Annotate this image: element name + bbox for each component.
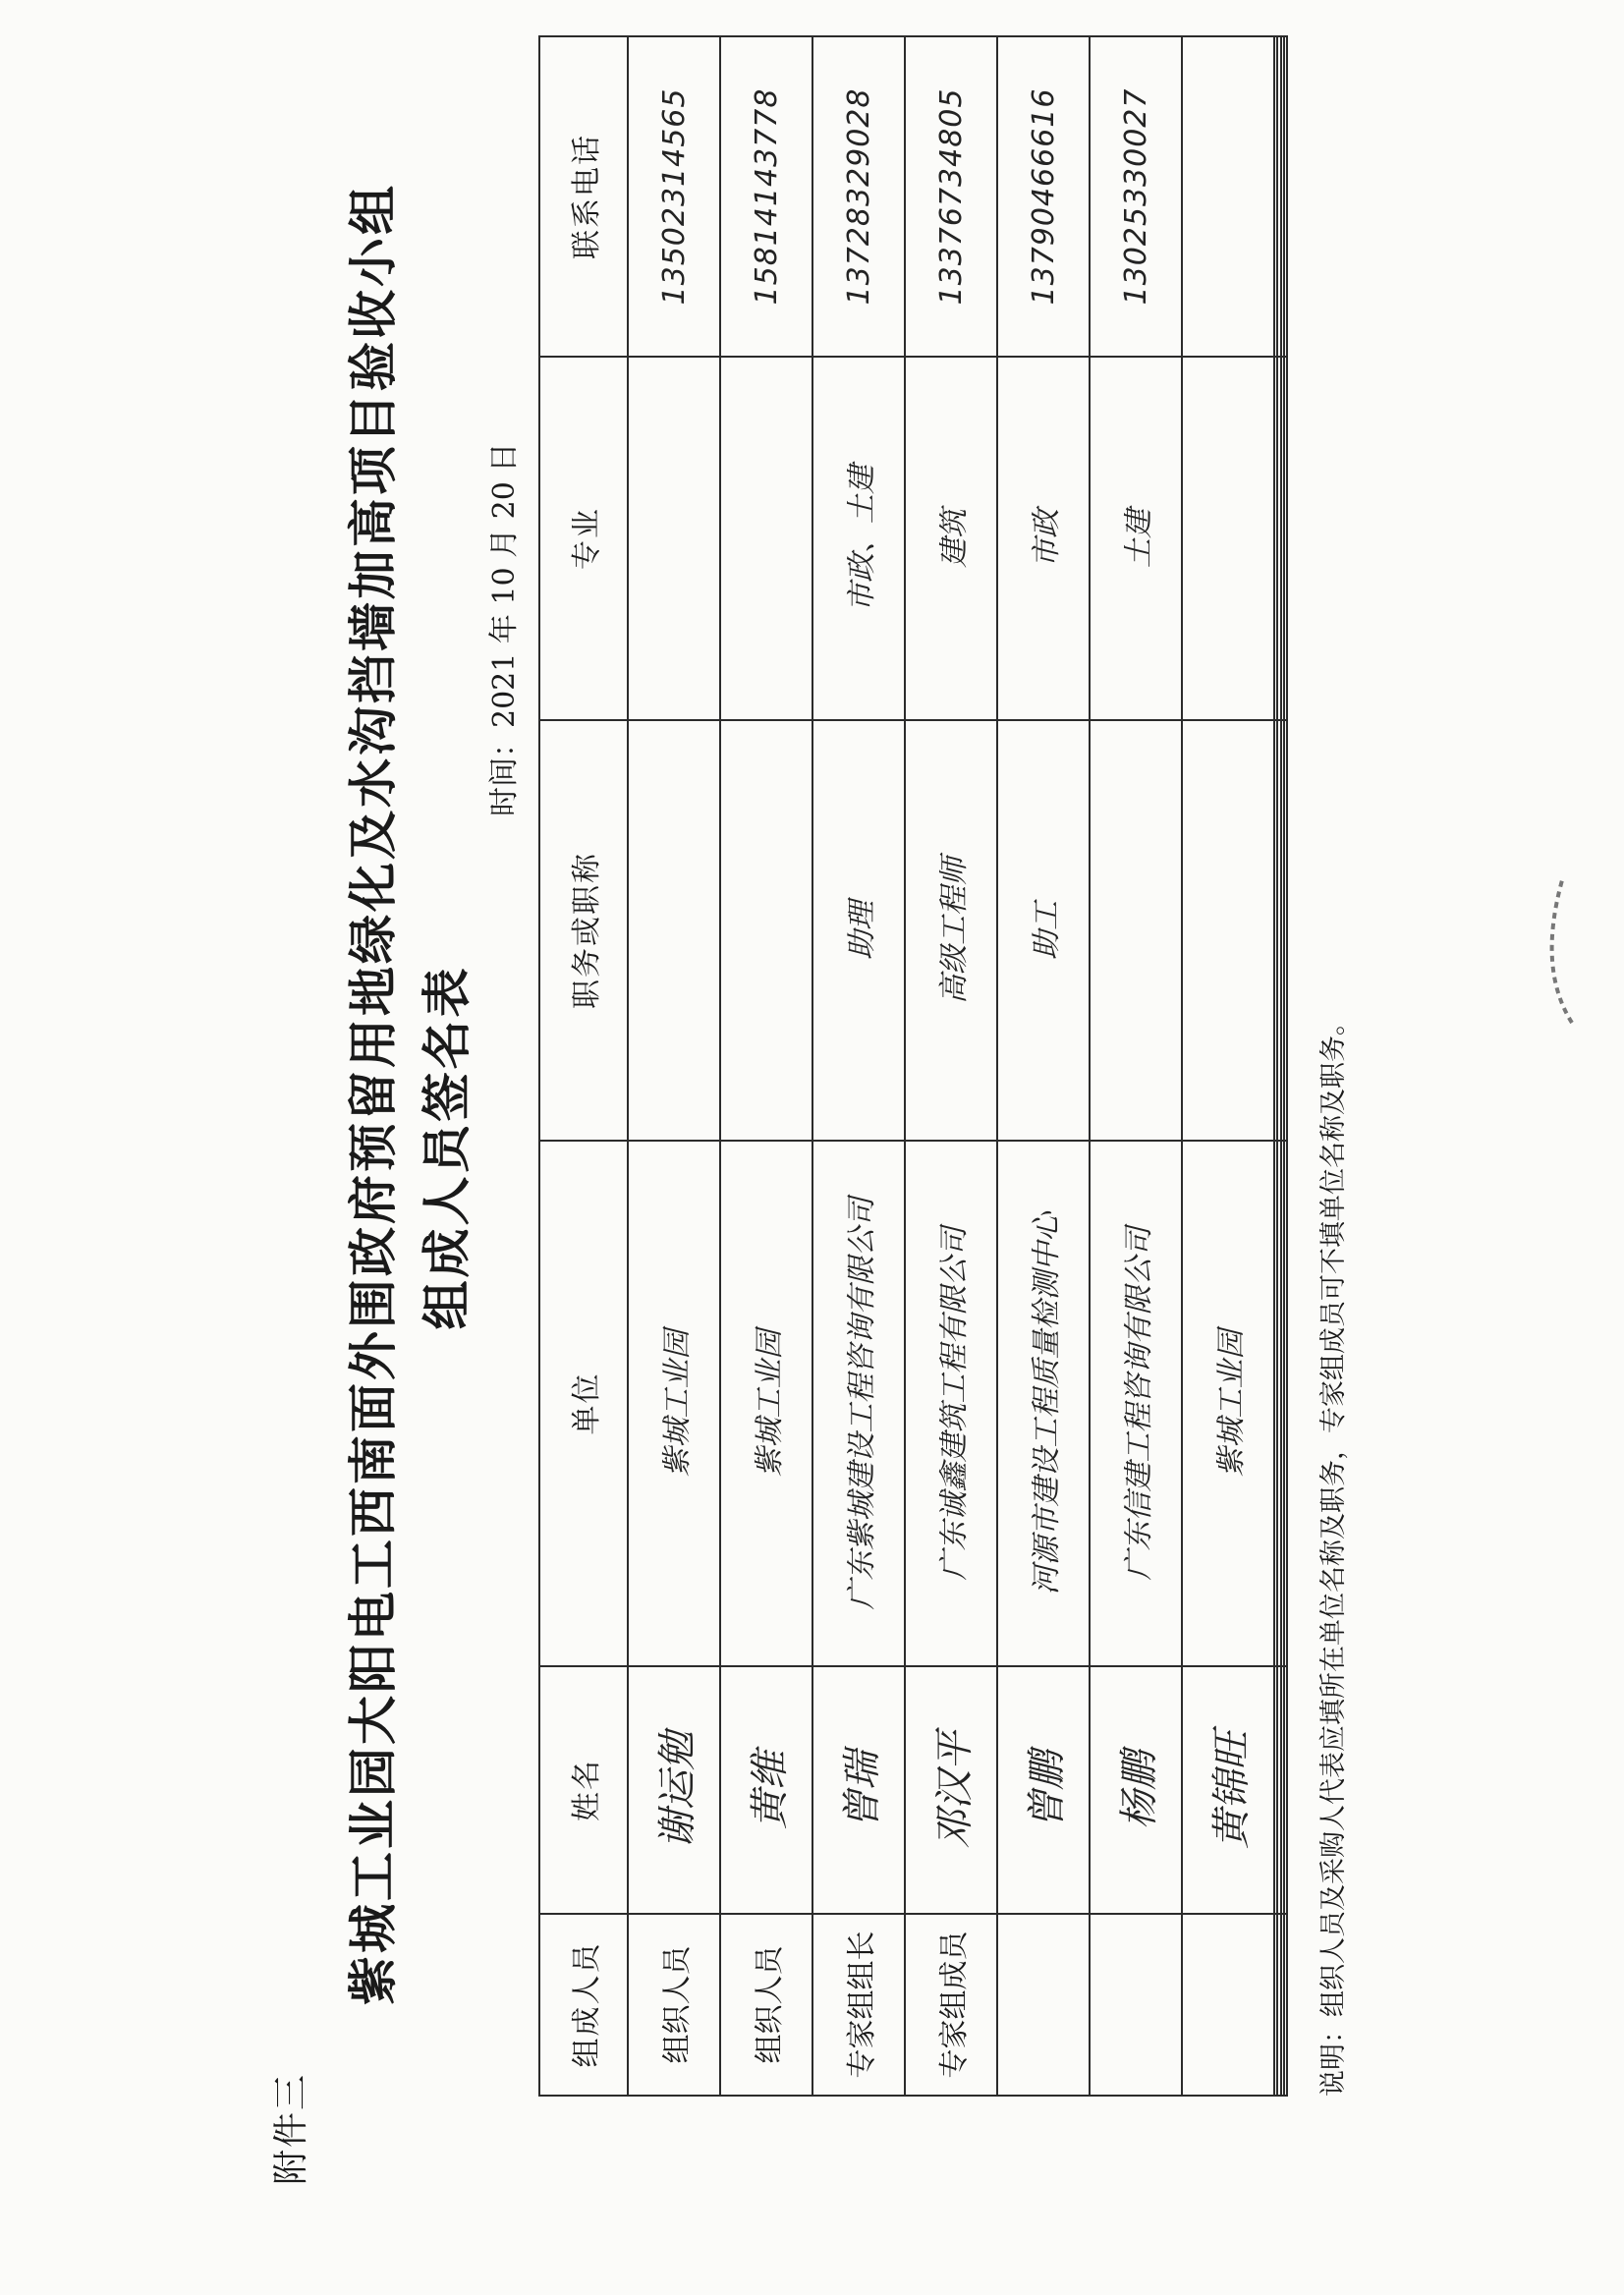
header-title: 职务或职称 <box>539 720 628 1141</box>
cell-title: 助理 <box>812 720 905 1141</box>
cell-role: 专家组成员 <box>905 1914 997 2096</box>
cell-role: 组织人员 <box>628 1914 720 2096</box>
cell-title <box>628 720 720 1141</box>
table-row <box>1284 36 1287 2096</box>
cell-phone <box>1182 36 1274 357</box>
table-row <box>1182 36 1274 2096</box>
attachment-label: 附件三 <box>271 2072 311 2185</box>
document-subtitle: 组成人员签名表 <box>418 965 476 1330</box>
cell-unit <box>1284 1141 1287 1666</box>
header-major: 专业 <box>539 357 628 720</box>
table-row <box>997 36 1090 2096</box>
cell-name: 曾鹏 <box>997 1666 1090 1914</box>
cell-name: 杨鹏 <box>1090 1666 1182 1914</box>
cell-role <box>997 1914 1090 2096</box>
cell-unit: 河源市建设工程质量检测中心 <box>997 1141 1090 1666</box>
cell-name: 谢运勉 <box>628 1666 720 1914</box>
cell-phone: 15814143778 <box>720 36 812 357</box>
cell-unit: 广东紫城建设工程咨询有限公司 <box>812 1141 905 1666</box>
cell-title <box>1284 720 1287 1141</box>
document-title: 紫城工业园大阳电工西南面外围政府预留用地绿化及水沟挡墙加高项目验收小组 <box>344 183 402 2005</box>
cell-unit: 紫城工业园 <box>1182 1141 1274 1666</box>
header-role: 组成人员 <box>539 1914 628 2096</box>
cell-role <box>1182 1914 1274 2096</box>
cell-title: 高级工程师 <box>905 720 997 1141</box>
cell-unit: 紫城工业园 <box>628 1141 720 1666</box>
cell-major: 建筑 <box>905 357 997 720</box>
table-row <box>812 36 905 2096</box>
cell-role: 组织人员 <box>720 1914 812 2096</box>
date-line: 时间：2021 年 10 月 20 日 <box>487 442 522 816</box>
cell-phone: 13376734805 <box>905 36 997 357</box>
cell-title <box>1090 720 1182 1141</box>
table-row <box>720 36 812 2096</box>
cell-major <box>1284 357 1287 720</box>
cell-name <box>1284 1666 1287 1914</box>
scan-mark <box>1533 870 1592 1028</box>
cell-title <box>720 720 812 1141</box>
table-row <box>628 36 720 2096</box>
cell-major: 市政、土建 <box>812 357 905 720</box>
cell-major <box>720 357 812 720</box>
cell-name: 曾瑞 <box>812 1666 905 1914</box>
cell-role <box>1284 1914 1287 2096</box>
header-unit: 单位 <box>539 1141 628 1666</box>
cell-major: 市政 <box>997 357 1090 720</box>
signature-table <box>538 35 1288 2097</box>
cell-role: 专家组组长 <box>812 1914 905 2096</box>
cell-unit: 广东诚鑫建筑工程有限公司 <box>905 1141 997 1666</box>
cell-name: 邓汉平 <box>905 1666 997 1914</box>
table-header-row <box>539 36 628 2096</box>
table-row <box>905 36 997 2096</box>
cell-phone: 13728329028 <box>812 36 905 357</box>
cell-unit: 广东信建工程咨询有限公司 <box>1090 1141 1182 1666</box>
cell-title: 助工 <box>997 720 1090 1141</box>
cell-phone: 13790466616 <box>997 36 1090 357</box>
table-row <box>1090 36 1182 2096</box>
cell-phone: 13502314565 <box>628 36 720 357</box>
cell-phone <box>1284 36 1287 357</box>
cell-phone: 13025330027 <box>1090 36 1182 357</box>
cell-name: 黄维 <box>720 1666 812 1914</box>
cell-name: 黄锦旺 <box>1182 1666 1274 1914</box>
cell-unit: 紫城工业园 <box>720 1141 812 1666</box>
cell-major: 土建 <box>1090 357 1182 720</box>
header-phone: 联系电话 <box>539 36 628 357</box>
cell-major <box>628 357 720 720</box>
cell-title <box>1182 720 1274 1141</box>
footnote: 说明：组织人员及采购人代表应填所在单位名称及职务，专家组成员可不填单位名称及职务。 <box>1318 1009 1349 2097</box>
cell-major <box>1182 357 1274 720</box>
header-name: 姓名 <box>539 1666 628 1914</box>
cell-role <box>1090 1914 1182 2096</box>
